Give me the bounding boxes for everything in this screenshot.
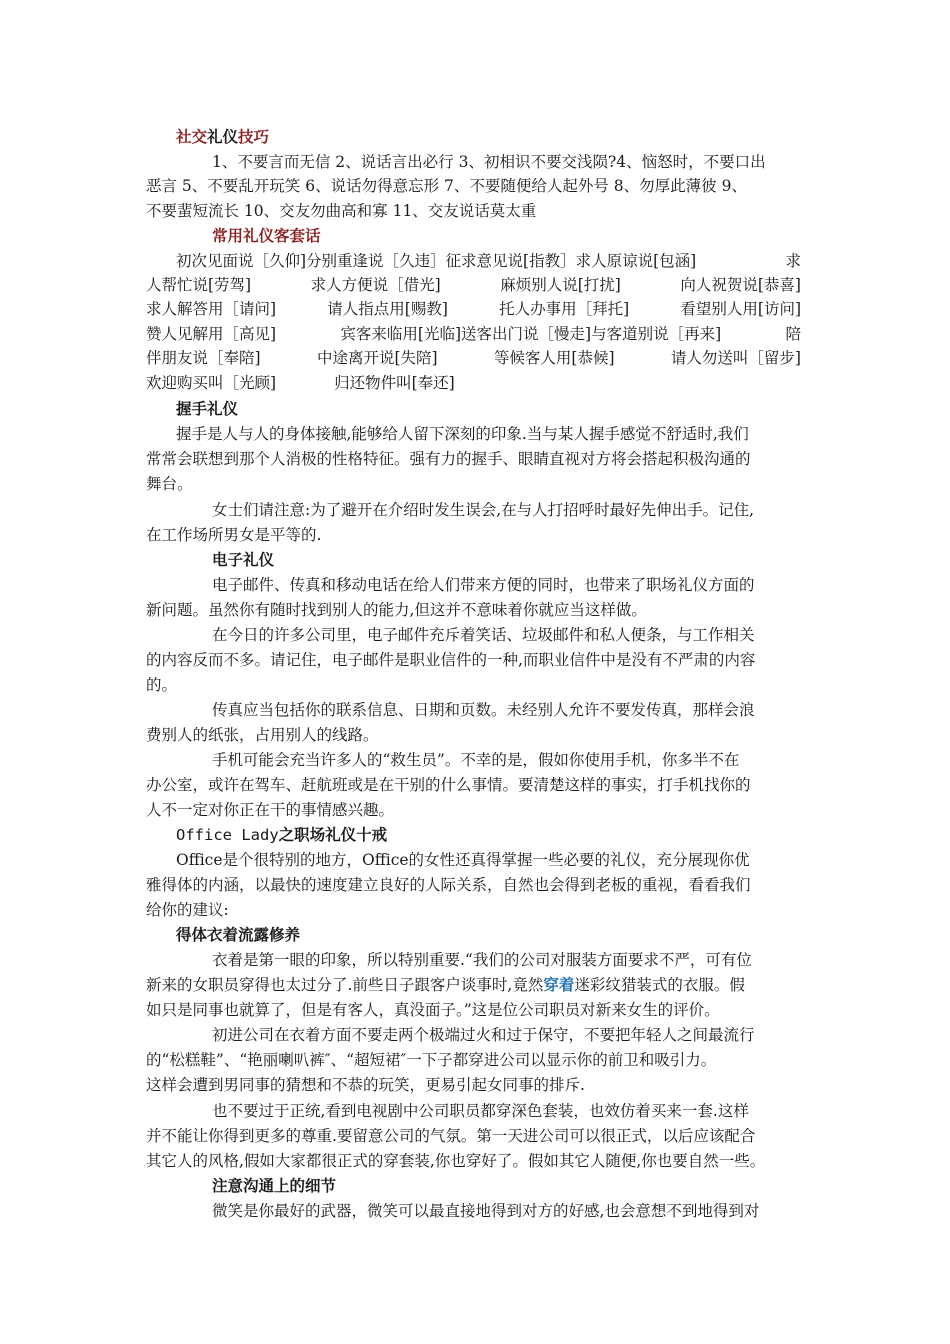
title-part: 社交 <box>176 127 208 146</box>
section-title-dress: 得体衣着流露修养 <box>176 926 301 944</box>
section-title-courtesy-phrases: 常用礼仪客套话 <box>212 226 321 245</box>
paragraph-line: 舞台。 <box>146 475 193 493</box>
section-title-handshake: 握手礼仪 <box>176 399 239 418</box>
phrase: 归还物件叫[奉还] <box>334 374 455 392</box>
phrase: 麻烦别人说[打扰] <box>500 276 621 294</box>
phrase: 托人办事用［拜托] <box>499 300 630 318</box>
phrase: 欢迎购买叫［光顾] <box>146 374 277 392</box>
phrase-row <box>146 298 801 320</box>
paragraph-line: 并不能让你得到更多的尊重.要留意公司的气氛。第一天进公司可以很正式，以后应该配合 <box>146 1127 756 1145</box>
paragraph-line: 这样会遭到男同事的猜想和不恭的玩笑，更易引起女同事的排斥. <box>146 1076 585 1094</box>
section-title-office-lady <box>176 824 387 846</box>
phrase: 人帮忙说[劳驾] <box>146 276 252 294</box>
paragraph-line: 恶言 5、不要乱开玩笑 6、说话勿得意忘形 7、不要随便给人起外号 8、勿厚此薄彼 9、 <box>146 177 747 195</box>
paragraph-line: 办公室，或许在驾车、赶航班或是在干别的什么事情。要清楚这样的事实，打手机找你的 <box>146 776 751 794</box>
paragraph-line: 如只是同事也就算了，但是有客人，真没面子。”这是位公司职员对新来女生的评价。 <box>146 1001 720 1019</box>
paragraph-line: 的。 <box>146 676 178 694</box>
paragraph-line: 的“松糕鞋”、“艳丽喇叭裤″、“超短裙″一下子都穿进公司以显示你的前卫和吸引力。 <box>146 1051 717 1069</box>
paragraph-line: 衣着是第一眼的印象，所以特别重要.“我们的公司对服装方面要求不严，可有位 <box>212 951 752 969</box>
paragraph-line: Office是个很特别的地方，Office的女性还真得掌握一些必要的礼仪，充分展现你优 <box>176 851 750 869</box>
phrase: 求人解答用［请问] <box>146 300 277 318</box>
phrase: 请人勿送叫［留步] <box>670 349 801 367</box>
phrase-row <box>176 250 801 272</box>
paragraph-line: 在今日的许多公司里，电子邮件充斥着笑话、垃圾邮件和私人便条，与工作相关 <box>212 626 755 644</box>
phrase-row <box>146 347 801 369</box>
section-title-electronic: 电子礼仪 <box>212 550 275 569</box>
text-span: 迷彩纹猎装式的衣服。假 <box>574 976 745 994</box>
paragraph-line: 初进公司在衣着方面不要走两个极端过火和过于保守，不要把年轻人之间最流行 <box>212 1026 755 1044</box>
text-span: 新来的女职员穿得也太过分了.前些日子跟客户谈事时,竟然 <box>146 976 544 994</box>
paragraph-line: 1、不要言而无信 2、说话言出必行 3、初相识不要交浅陨?4、恼怒时，不要口出 <box>212 153 766 171</box>
highlighted-link-text[interactable]: 穿着 <box>543 975 575 994</box>
phrase: 求人方便说［借光] <box>310 276 441 294</box>
paragraph-line: 给你的建议: <box>146 901 229 919</box>
paragraph-line: 电子邮件、传真和移动电话在给人们带来方便的同时，也带来了职场礼仪方面的 <box>212 576 755 594</box>
phrase: 请人指点用[赐教] <box>327 300 448 318</box>
phrase-row <box>146 274 801 296</box>
paragraph-line: 费别人的纸张，占用别人的线路。 <box>146 726 379 744</box>
phrase: 等候客人用[恭候] <box>493 349 615 367</box>
title-part: 技巧 <box>238 127 270 146</box>
paragraph-line: 雅得体的内涵，以最快的速度建立良好的人际关系，自然也会得到老板的重视，看看我们 <box>146 876 751 894</box>
paragraph-line: 不要蜚短流长 10、交友勿曲高和寡 11、交友说话莫太重 <box>146 202 537 220</box>
paragraph-line: 女士们请注意:为了避开在介绍时发生误会,在与人打招呼时最好先伸出手。记住, <box>212 501 755 519</box>
section-title-communication: 注意沟通上的细节 <box>212 1177 337 1195</box>
paragraph-line: 的内容反而不多。请记住，电子邮件是职业信件的一种,而职业信件中是没有不严肃的内容 <box>146 651 756 669</box>
paragraph-line: 微笑是你最好的武器，微笑可以最直接地得到对方的好感,也会意想不到地得到对 <box>212 1202 760 1220</box>
title-latin: Office Lady <box>176 826 279 844</box>
phrase: 求 <box>785 252 801 270</box>
phrase-row <box>146 323 801 345</box>
paragraph-line: 其它人的风格,假如大家都很正式的穿套装,你也穿好了。假如其它人随便,你也要自然一些。 <box>146 1152 766 1170</box>
paragraph-line: 在工作场所男女是平等的. <box>146 526 322 544</box>
paragraph-line: 传真应当包括你的联系信息、日期和页数。未经别人允许不要发传真，那样会浪 <box>212 701 755 719</box>
paragraph-line: 常常会联想到那个人消极的性格特征。强有力的握手、眼睛直视对方将会搭起积极沟通的 <box>146 450 751 468</box>
section-title-social-etiquette <box>176 126 269 148</box>
phrase: 向人祝贺说[恭喜] <box>680 276 801 294</box>
paragraph-line <box>146 974 745 996</box>
phrase: 陪 <box>785 325 801 343</box>
phrase: 赞人见解用［高见] <box>146 325 277 343</box>
title-cn: 之职场礼仪十戒 <box>278 825 388 844</box>
paragraph-line: 握手是人与人的身体接触,能够给人留下深刻的印象.当与某人握手感觉不舒适时,我们 <box>176 425 749 443</box>
phrase: 伴朋友说［奉陪] <box>146 349 261 367</box>
phrase: 初次见面说［久仰]分别重逢说［久违］征求意见说[指教］求人原谅说[包涵] <box>176 252 697 270</box>
paragraph-line: 也不要过于正统,看到电视剧中公司职员都穿深色套装，也效仿着买来一套.这样 <box>212 1102 749 1120</box>
paragraph-line: 人不一定对你正在干的事情感兴趣。 <box>146 801 395 819</box>
phrase: 中途离开说[失陪] <box>316 349 438 367</box>
phrase-row <box>146 372 455 394</box>
title-part: 礼仪 <box>207 127 239 146</box>
paragraph-line: 手机可能会充当许多人的“救生员”。不幸的是，假如你使用手机，你多半不在 <box>212 751 740 769</box>
paragraph-line: 新问题。虽然你有随时找到别人的能力,但这并不意味着你就应当这样做。 <box>146 601 647 619</box>
phrase: 看望别人用[访问] <box>680 300 801 318</box>
phrase: 宾客来临用[光临]送客出门说［慢走]与客道别说［再来] <box>340 325 722 343</box>
